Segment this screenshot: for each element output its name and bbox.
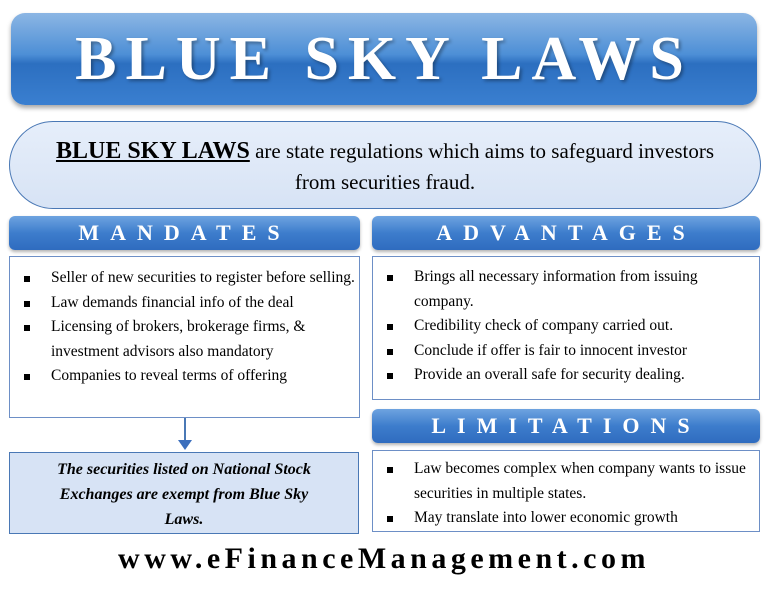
bullet-icon xyxy=(387,324,393,330)
note-line2: Exchanges are exempt from Blue Sky xyxy=(59,486,309,503)
list-item: Companies to reveal terms of offering xyxy=(10,364,359,389)
bullet-icon xyxy=(387,349,393,355)
list-item: May translate into lower economic growth xyxy=(373,506,759,531)
list-item: Law demands financial info of the deal xyxy=(10,291,359,316)
intro-definition xyxy=(9,121,761,209)
advantages-header-label: ADVANTAGES xyxy=(436,220,696,245)
exemption-note xyxy=(9,452,359,534)
list-item: Licensing of brokers, brokerage firms, & investment advisors also mandatory xyxy=(10,315,359,364)
intro-text-line1: are state regulations which aims to safeguard investors xyxy=(255,139,715,163)
list-item: Law becomes complex when company wants to issue securities in multiple states. xyxy=(373,457,759,506)
limitations-header xyxy=(372,409,760,443)
intro-term: BLUE SKY LAWS xyxy=(55,138,250,164)
bullet-icon xyxy=(24,276,30,282)
title-banner xyxy=(11,13,757,105)
bullet-icon xyxy=(387,373,393,379)
bullet-icon xyxy=(24,301,30,307)
note-line3: Laws. xyxy=(164,511,204,528)
intro-text-line2: from securities fraud. xyxy=(294,170,476,194)
limitations-header-label: LIMITATIONS xyxy=(431,413,701,438)
advantages-list xyxy=(372,256,760,400)
mandates-list xyxy=(9,256,360,418)
list-item: Brings all necessary information from issuing company. xyxy=(373,265,759,314)
limitations-list xyxy=(372,450,760,532)
footer-url: www.eFinanceManagement.com xyxy=(118,542,650,575)
arrow-down-icon xyxy=(178,440,192,450)
mandates-header-label: MANDATES xyxy=(78,220,291,245)
note-line1: The securities listed on National Stock xyxy=(57,461,311,478)
list-item: Credibility check of company carried out. xyxy=(373,314,759,339)
mandates-header xyxy=(9,216,360,250)
bullet-icon xyxy=(387,275,393,281)
page-title: BLUE SKY LAWS xyxy=(75,24,693,93)
bullet-icon xyxy=(387,516,393,522)
advantages-header xyxy=(372,216,760,250)
bullet-icon xyxy=(24,374,30,380)
bullet-icon xyxy=(24,325,30,331)
list-item: Provide an overall safe for security dealing. xyxy=(373,363,759,388)
list-item: Seller of new securities to register before selling. xyxy=(10,266,359,291)
bullet-icon xyxy=(387,467,393,473)
list-item: Conclude if offer is fair to innocent investor xyxy=(373,339,759,364)
